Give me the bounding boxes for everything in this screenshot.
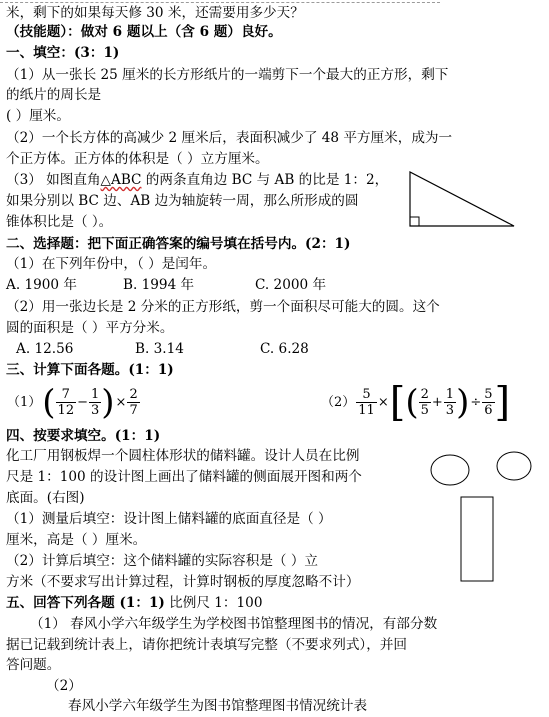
cylinder-net-figure <box>430 450 540 590</box>
option-c: C. 6.28 <box>260 341 309 357</box>
fraction <box>419 387 431 418</box>
question-text: 锥体积比是（ ）。 <box>6 214 113 230</box>
question-text-part: （3） 如图直角 <box>6 172 101 188</box>
numerator: 5 <box>484 387 493 402</box>
calc-expression-1 <box>6 382 140 422</box>
question-text: （2）计算后填空：这个储料罐的实际容积是（ ）立 <box>6 553 319 569</box>
section-heading-choice: 二、选择题：把下面正确答案的编号填在括号内。(2：1) <box>6 236 351 252</box>
numerator: 7 <box>56 387 77 403</box>
numerator: 2 <box>420 387 429 402</box>
close-bracket: ] <box>494 379 511 426</box>
numerator: 5 <box>356 387 377 403</box>
denominator: 7 <box>129 403 138 418</box>
open-bracket: [ <box>389 379 406 426</box>
question-text: 化工厂用钢板焊一个圆柱体形状的储料罐。设计人员在比例 <box>6 448 360 464</box>
section-heading-requirements: 四、按要求填空。(1：1) <box>6 428 161 444</box>
calc-label: （1） <box>7 394 42 410</box>
triangle-shape <box>410 172 514 226</box>
table-title: 春风小学六年级学生为图书馆整理图书情况统计表 <box>68 698 368 714</box>
question-text: 尺是 1：100 的设计图上画出了储料罐的侧面展开图和两个 <box>6 469 362 485</box>
question-text: （2）一个长方体的高减少 2 厘米后，表面积减少了 48 平方厘米，成为一 <box>6 130 453 146</box>
question-text: 厘米，高是（ ）厘米。 <box>6 532 147 548</box>
question-text: （1）从一张长 25 厘米的长方形纸片的一端剪下一个最大的正方形，剩下 <box>6 67 449 83</box>
fraction <box>482 387 494 418</box>
question-text: 个正方体。正方体的体积是（ ）立方厘米。 <box>6 151 269 167</box>
numerator: 1 <box>445 387 455 402</box>
question-text: 圆的面积是（ ）平方分米。 <box>6 320 174 336</box>
section-heading-answer <box>6 594 262 612</box>
plus-sign: + <box>431 394 443 410</box>
question-text: （1）测量后填空：设计图上储料罐的底面直径是（ ） <box>6 511 332 527</box>
times-sign: × <box>377 394 389 410</box>
numerator: 2 <box>129 387 138 402</box>
denominator: 5 <box>420 403 429 418</box>
option-a: A. 12.56 <box>16 341 74 357</box>
denominator: 11 <box>358 403 375 418</box>
section-heading-fill-in: 一、填空：(3：1) <box>6 45 120 61</box>
right-triangle-figure <box>408 170 518 230</box>
denominator: 6 <box>484 403 493 418</box>
base-circle-2 <box>497 452 531 480</box>
fraction <box>56 387 77 418</box>
question-text <box>6 171 388 189</box>
calc-expression-2 <box>320 380 510 424</box>
divide-sign: ÷ <box>470 394 482 410</box>
option-a: A. 1900 年 <box>6 277 77 293</box>
option-c: C. 2000 年 <box>255 277 327 293</box>
section-heading-calc: 三、计算下面各题。(1：1) <box>6 362 174 378</box>
lateral-rectangle <box>461 497 493 581</box>
question-text: 据已记载到统计表上，请你把统计表填写完整（不要求列式），并回 <box>6 637 408 653</box>
fraction <box>89 387 101 418</box>
right-angle-mark <box>410 217 419 226</box>
scale-note: 比例尺 1：100 <box>164 595 263 611</box>
section-heading-skill: （技能题）：做对 6 题以上（含 6 题）良好。 <box>6 24 282 40</box>
fraction <box>444 387 456 418</box>
text-line: 米，剩下的如果每天修 30 米，还需要用多少天？ <box>6 5 304 21</box>
question-text: 底面。(右图) <box>6 490 85 506</box>
times-sign: × <box>115 394 127 410</box>
close-paren: ) <box>456 382 470 423</box>
question-text: 的纸片的周长是 <box>6 87 102 103</box>
minus-sign: − <box>77 394 88 410</box>
top-dashed-rule <box>0 2 440 3</box>
option-b: B. 1994 年 <box>123 277 195 293</box>
option-b: B. 3.14 <box>135 341 184 357</box>
question-text: 方米（不要求写出计算过程，计算时钢板的厚度忽略不计） <box>6 574 360 590</box>
question-text: 答问题。 <box>6 657 61 673</box>
fraction <box>356 387 377 418</box>
question-text: （1）在下列年份中，（ ）是闰年。 <box>6 256 217 272</box>
close-paren: ) <box>101 382 115 423</box>
question-number: （2） <box>46 678 82 694</box>
question-text: （1） 春风小学六年级学生为学校图书馆整理图书的情况，有部分数 <box>30 616 438 632</box>
numerator: 1 <box>91 387 100 402</box>
question-text: 如果分别以 BC 边、AB 边为轴旋转一周，那么所形成的圆 <box>6 193 359 209</box>
answer-blank-line: ( ）厘米。 <box>6 108 70 124</box>
denominator: 3 <box>91 403 100 418</box>
calc-label: （2） <box>321 394 356 410</box>
open-paren: ( <box>42 382 56 423</box>
question-text-part: 的两条直角边 BC 与 AB 的比是 1：2， <box>141 172 389 188</box>
fraction <box>127 387 139 418</box>
denominator: 3 <box>445 403 455 418</box>
triangle-label-abc: △ABC <box>100 172 142 188</box>
open-paren: ( <box>405 382 419 423</box>
base-circle-1 <box>431 455 469 485</box>
denominator: 12 <box>57 403 75 418</box>
question-text: （2）用一张边长是 2 分米的正方形纸，剪一个面积尽可能大的圆。这个 <box>6 299 440 315</box>
heading-text: 五、回答下列各题 (1：1) <box>6 595 165 611</box>
